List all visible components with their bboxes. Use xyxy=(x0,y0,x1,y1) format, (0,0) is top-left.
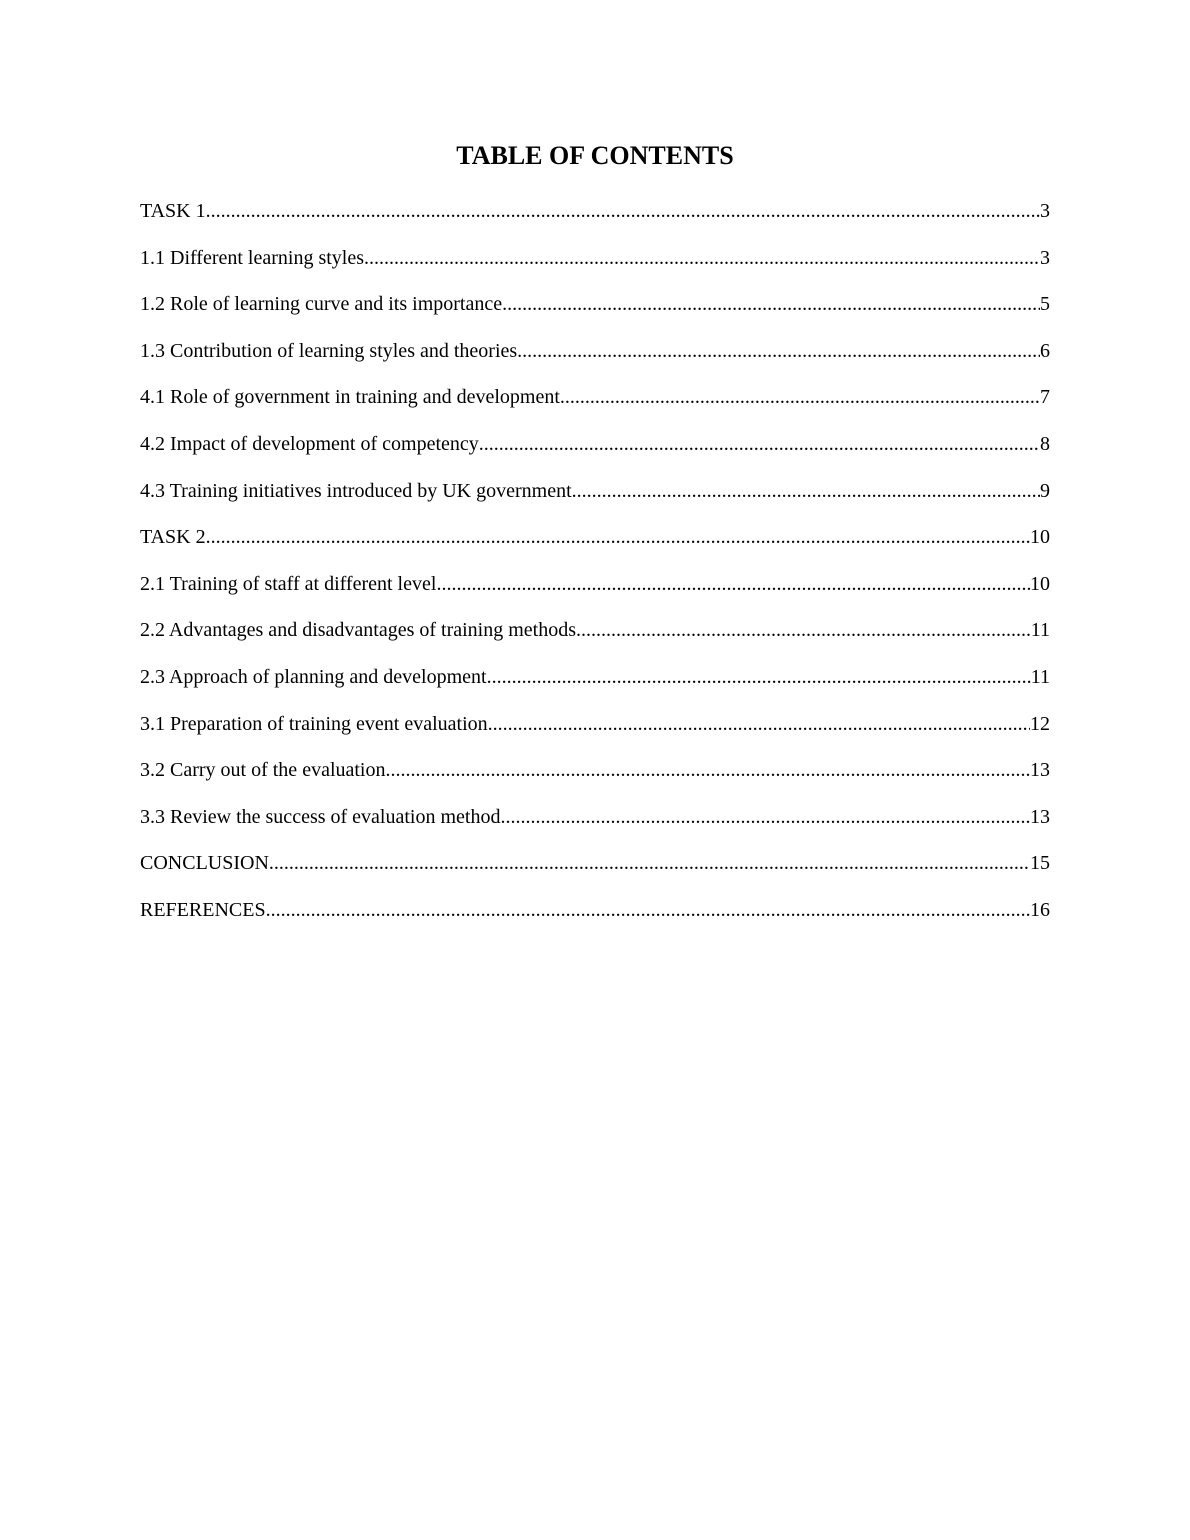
toc-entry[interactable] xyxy=(140,336,1050,383)
toc-dot-leader xyxy=(386,755,1031,785)
toc-entry-label: 2.3 Approach of planning and development xyxy=(140,665,487,688)
toc-entry-label: 3.2 Carry out of the evaluation xyxy=(140,759,386,782)
toc-entry-page: 3 xyxy=(1040,246,1050,269)
toc-entry-page: 3 xyxy=(1040,200,1050,222)
toc-dot-leader xyxy=(206,196,1040,226)
toc-entry-label: 2.1 Training of staff at different level xyxy=(140,572,437,595)
toc-entry[interactable] xyxy=(140,569,1050,616)
toc-entry-page: 9 xyxy=(1040,479,1050,502)
toc-entry[interactable] xyxy=(140,662,1050,709)
toc-dot-leader xyxy=(502,289,1040,319)
toc-entry-page: 11 xyxy=(1030,665,1050,688)
toc-entry-label: 1.1 Different learning styles xyxy=(140,246,365,269)
toc-entry-page: 12 xyxy=(1030,712,1050,735)
toc-entry[interactable] xyxy=(140,382,1050,429)
toc-entry-page: 6 xyxy=(1040,339,1050,362)
toc-dot-leader xyxy=(488,709,1030,739)
toc-entry[interactable] xyxy=(140,895,1050,942)
toc-entry[interactable] xyxy=(140,429,1050,476)
toc-entry[interactable] xyxy=(140,243,1050,290)
toc-dot-leader xyxy=(479,429,1040,459)
toc-entry-page: 10 xyxy=(1030,526,1050,549)
toc-entry-label: 4.2 Impact of development of competency xyxy=(140,432,479,455)
toc-entry-label: REFERENCES xyxy=(140,898,266,921)
toc-entry[interactable] xyxy=(140,709,1050,756)
toc-entry-page: 7 xyxy=(1040,386,1050,409)
toc-dot-leader xyxy=(576,615,1031,645)
toc-dot-leader xyxy=(364,243,1040,273)
toc-title: TABLE OF CONTENTS xyxy=(456,141,734,170)
toc-entry-label: 1.3 Contribution of learning styles and theories xyxy=(140,339,518,362)
toc-entry-page: 16 xyxy=(1030,898,1050,921)
toc-entry-page: 13 xyxy=(1030,805,1050,828)
toc-entry-label: 3.1 Preparation of training event evaluation xyxy=(140,712,488,735)
toc-dot-leader xyxy=(517,336,1040,366)
toc-dot-leader xyxy=(269,848,1030,878)
toc-entry-label: 2.2 Advantages and disadvantages of training methods xyxy=(140,619,577,642)
toc-list xyxy=(140,196,1050,942)
toc-entry-label: TASK 2 xyxy=(140,526,206,549)
toc-entry-page: 8 xyxy=(1040,432,1050,455)
toc-entry[interactable] xyxy=(140,615,1050,662)
toc-entry-label: 4.1 Role of government in training and development xyxy=(140,386,560,409)
toc-entry-page: 11 xyxy=(1030,619,1050,642)
toc-entry-label: 4.3 Training initiatives introduced by UK government xyxy=(140,479,572,502)
toc-entry[interactable] xyxy=(140,196,1050,243)
toc-entry[interactable] xyxy=(140,289,1050,336)
toc-entry-page: 13 xyxy=(1030,759,1050,782)
toc-entry-label: TASK 1 xyxy=(140,200,206,222)
toc-dot-leader xyxy=(436,569,1030,599)
toc-dot-leader xyxy=(560,382,1040,412)
toc-entry[interactable] xyxy=(140,476,1050,523)
toc-dot-leader xyxy=(500,802,1030,832)
toc-dot-leader xyxy=(206,522,1030,552)
toc-entry-page: 5 xyxy=(1040,293,1050,316)
toc-entry-label: 1.2 Role of learning curve and its importance xyxy=(140,293,503,316)
toc-dot-leader xyxy=(266,895,1030,925)
toc-entry[interactable] xyxy=(140,802,1050,849)
toc-entry-label: 3.3 Review the success of evaluation method xyxy=(140,805,501,828)
toc-entry[interactable] xyxy=(140,755,1050,802)
toc-entry-label: CONCLUSION xyxy=(140,852,269,875)
toc-entry-page: 10 xyxy=(1030,572,1050,595)
toc-dot-leader xyxy=(572,476,1040,506)
toc-entry[interactable] xyxy=(140,848,1050,895)
toc-entry-page: 15 xyxy=(1030,852,1050,875)
toc-dot-leader xyxy=(487,662,1031,692)
toc-entry[interactable] xyxy=(140,522,1050,569)
